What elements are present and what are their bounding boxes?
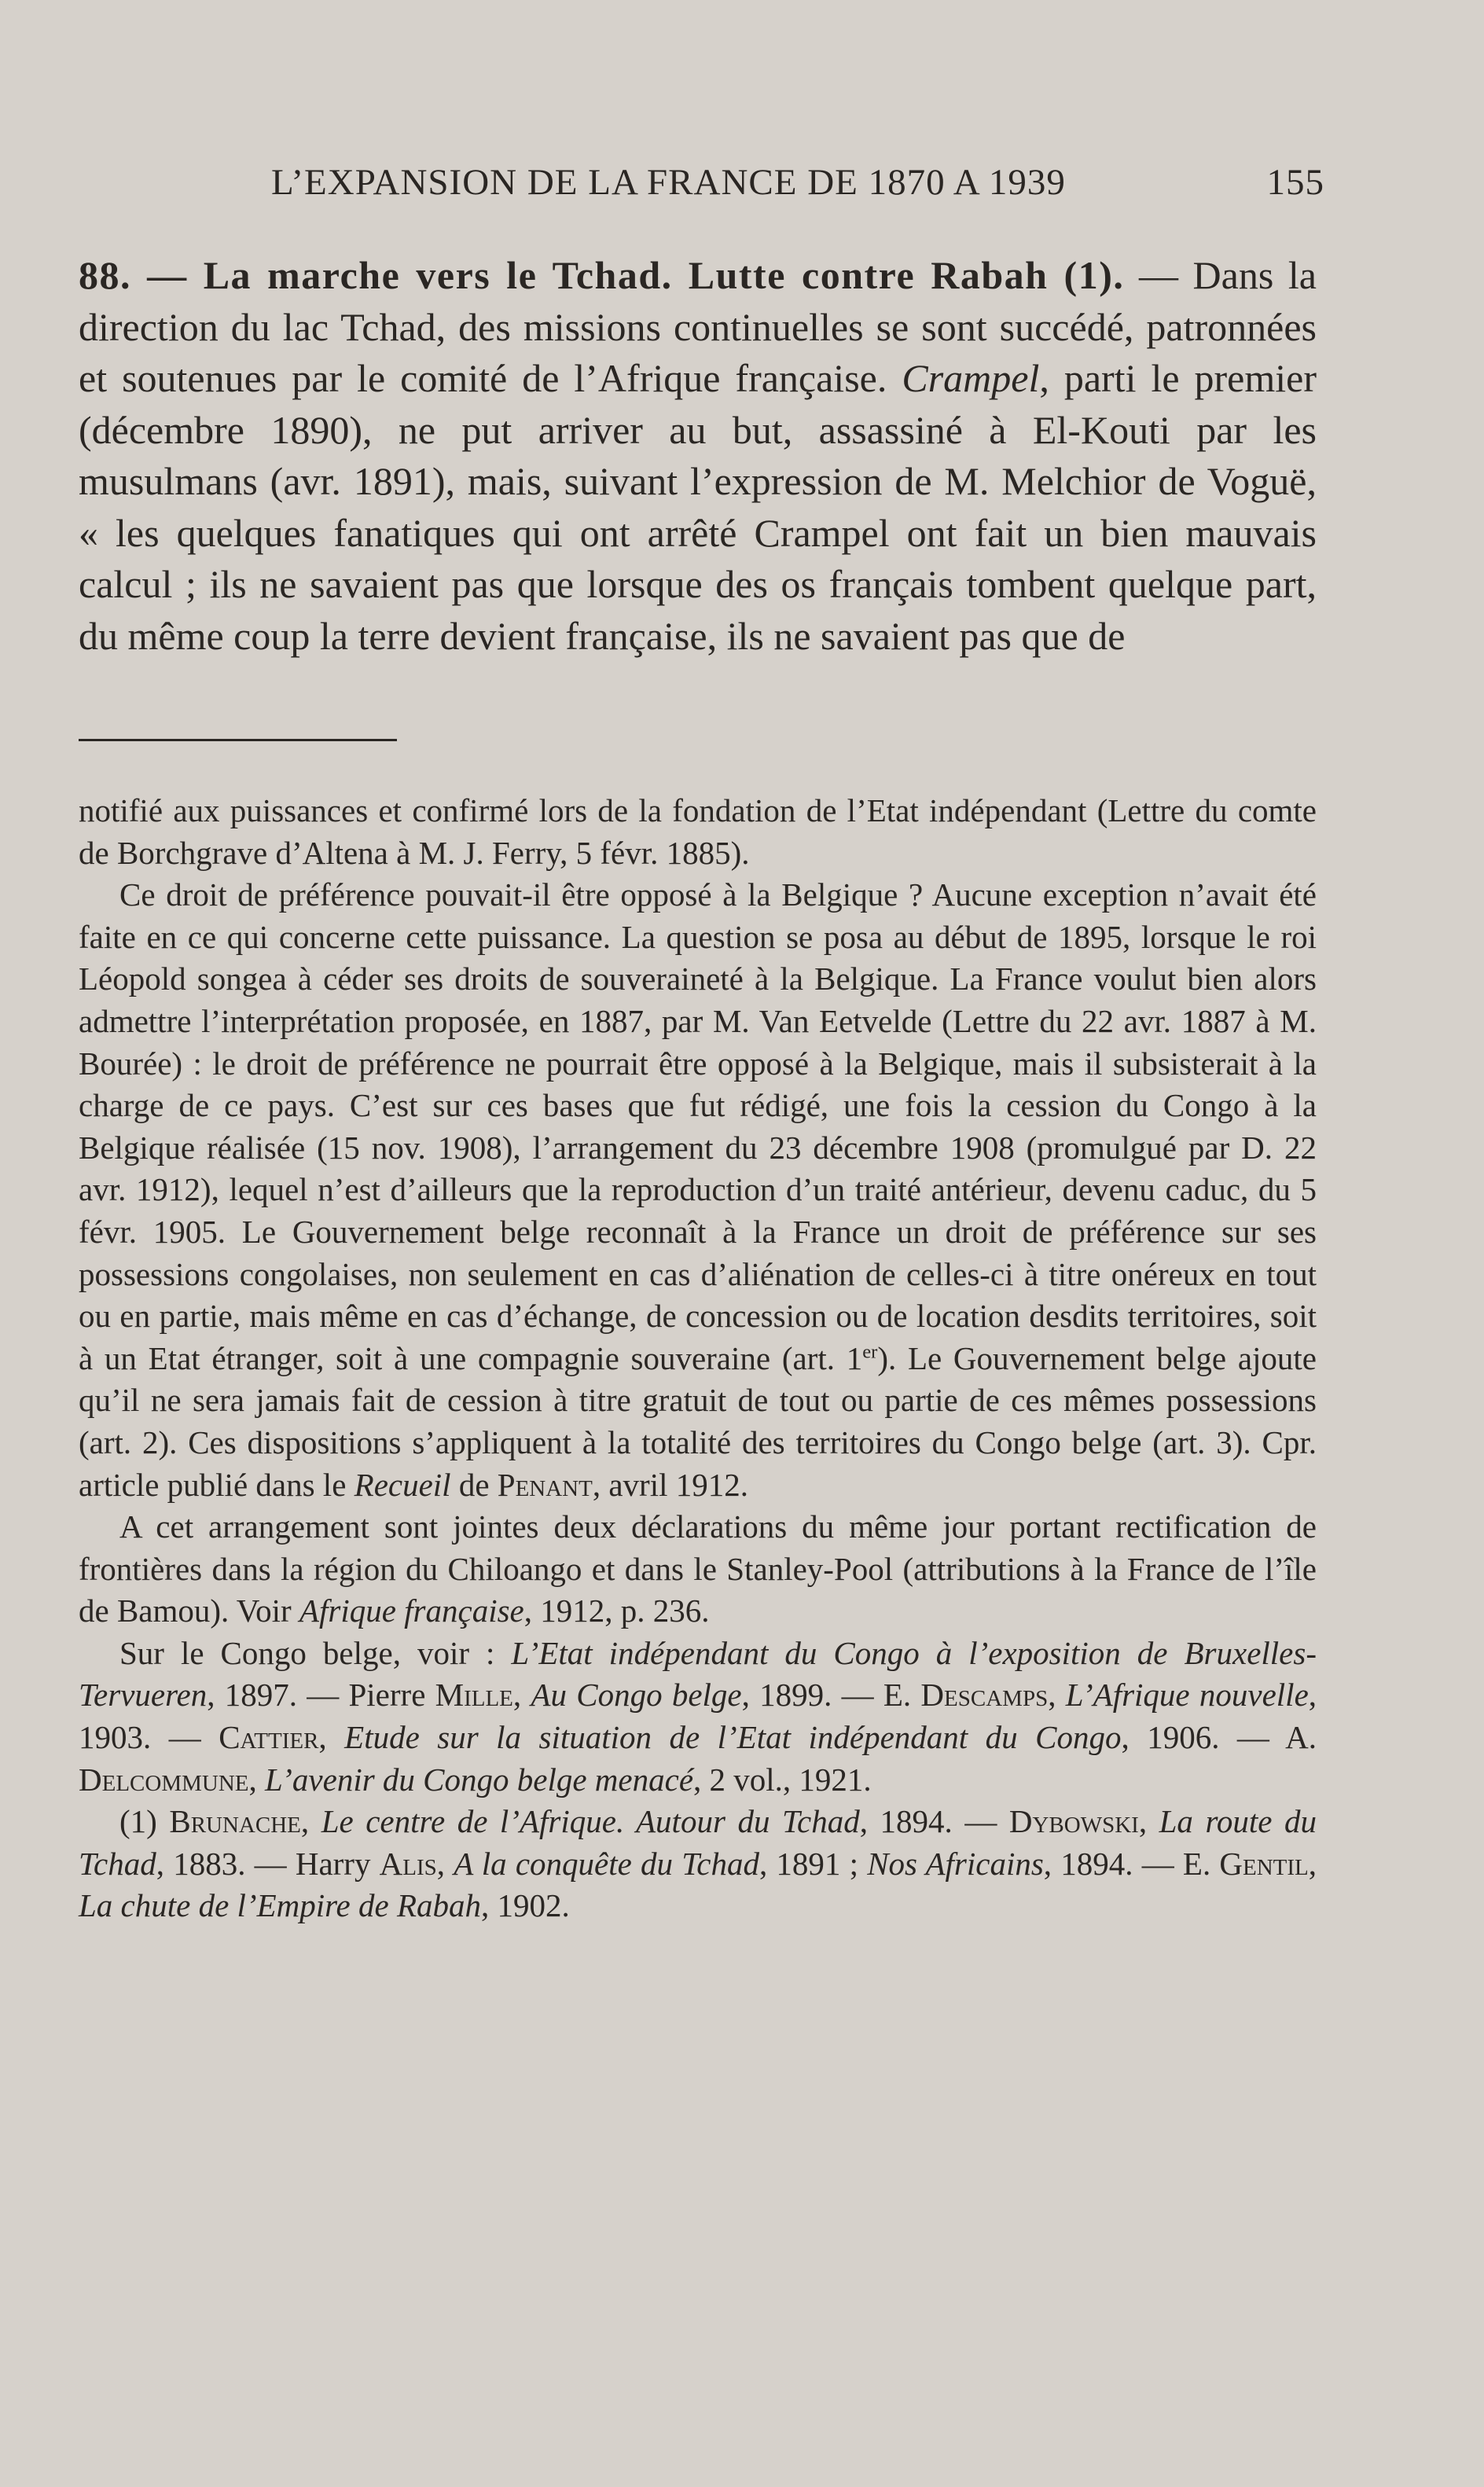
note-text: de <box>450 1466 498 1503</box>
note-author: Delcommune <box>79 1761 249 1798</box>
footnote-1 <box>79 1801 1317 1927</box>
note-title: Nos Africains <box>867 1845 1044 1882</box>
note-text: Sur le Congo belge, voir : <box>119 1634 512 1671</box>
note-title: La chute de l’Empire de Rabah <box>79 1887 481 1924</box>
note-title: L’Afrique nouvelle <box>1065 1677 1309 1714</box>
note-author: Dybowski <box>1008 1803 1139 1840</box>
section-text-1: — Dans la direction du lac Tchad, des missions continuelles se sont succédé, patronnées et soutenues par le comité de l’Afrique française. <box>79 253 1317 400</box>
note-text: , 1883. — Harry <box>156 1845 380 1882</box>
running-header <box>271 161 1324 204</box>
footnote-rule <box>79 739 397 741</box>
note-text: , <box>1048 1677 1066 1714</box>
note-text: , 1891 ; <box>759 1845 868 1882</box>
note-text: , 1894. — E. <box>1043 1845 1220 1882</box>
main-text <box>79 250 1317 662</box>
note-superscript: er <box>862 1341 878 1363</box>
note-text: Ce droit de préférence pouvait-il être opposé à la Belgique ? Aucune exception n’avait été faite en ce qui concerne cette puissance. La question se posa au début de 1895, lorsque le roi Léopold songea à céder ses droits de souveraineté à la Belgique. La France voulut bien alors admettre l’interprétation proposée, en 1887, par M. Van Eetvelde (Lettre du 22 avr. 1887 à M. Bourée) : le droit de préférence ne pourrait être opposé à la Belgique, mais il subsisterait à la charge de ce pays. C’est sur ces bases que fut rédigé, une fois la cession du Congo à la Belgique réalisée (15 nov. 1908), l’arrangement du 23 décembre 1908 (promulgué par D. 22 avr. 1912), lequel n’est d’ailleurs que la reproduction d’un traité antérieur, devenu caduc, du 5 févr. 1905. Le Gouvernement belge reconnaît à la France un droit de préférence sur ses possessions congolaises, non seulement en cas d’aliénation de celles-ci à titre onéreux en tout ou en partie, mais même en cas d’échange, de concession ou de location desdits territoires, soit à un Etat étranger, soit à une compagnie souveraine (art. 1 <box>79 876 1317 1376</box>
note-author: Descamps <box>920 1677 1049 1714</box>
note-paragraph-congo-belge <box>79 1633 1317 1801</box>
note-text: , 1894. — <box>859 1803 1009 1840</box>
section-name-crampel: Crampel <box>902 356 1040 400</box>
note-continuation: notifié aux puissances et confirmé lors de la fondation de l’Etat indépendant (Lettre du comte de Borchgrave d’Altena à M. J. Ferry, 5 févr. 1885). <box>79 792 1317 871</box>
note-title: Recueil <box>354 1466 451 1503</box>
note-paragraph-droit <box>79 874 1317 1506</box>
note-author: Brunache <box>169 1803 301 1840</box>
note-text: , 1899. — E. <box>741 1677 921 1714</box>
note-title: Au Congo belge <box>531 1677 742 1714</box>
note-title: Etude sur la situation de l’Etat indépendant du Congo <box>344 1719 1122 1756</box>
section-88-paragraph <box>79 250 1317 662</box>
note-text: , <box>1308 1845 1317 1882</box>
note-text: , avril 1912. <box>592 1466 748 1503</box>
note-text: , 1902. <box>481 1887 570 1924</box>
note-text: , <box>1138 1803 1159 1840</box>
section-text-2: , parti le premier (décembre 1890), ne put arriver au but, assassiné à El-Kouti par les musulmans (avr. 1891), mais, suivant l’expression de M. Melchior de Voguë, « les quelques fanatiques qui ont arrêté Crampel ont fait un bien mauvais calcul ; ils ne savaient pas que lorsque des os français tombent quelque part, du même coup la terre devient française, ils ne savaient pas que de <box>79 356 1317 658</box>
note-author: Alis <box>379 1845 437 1882</box>
note-paragraph-arrangement <box>79 1506 1317 1633</box>
note-text: , <box>300 1803 321 1840</box>
page-number: 155 <box>1266 162 1324 203</box>
note-text: , <box>318 1719 345 1756</box>
note-marker: (1) <box>119 1803 170 1840</box>
note-author: Penant <box>497 1466 593 1503</box>
note-text: , <box>512 1677 531 1714</box>
note-title: A la conquête du Tchad <box>454 1845 759 1882</box>
note-title: Le centre de l’Afrique. Autour du Tchad <box>321 1803 860 1840</box>
section-heading: 88. — La marche vers le Tchad. Lutte contre Rabah (1). <box>79 253 1125 297</box>
note-text: , 1903. — <box>79 1677 1317 1756</box>
note-text: , <box>248 1761 265 1798</box>
running-title: L’EXPANSION DE LA FRANCE DE 1870 A 1939 <box>271 162 1066 203</box>
note-title: Afrique française <box>299 1592 524 1629</box>
note-text: ). Le Gouvernement belge ajoute qu’il ne sera jamais fait de cession à titre gratuit de tout ou partie de ces mêmes possessions (art. 2). Ces dispositions s’appliquent à la totalité des territoires du Congo belge (art. 3). Cpr. article publié dans le <box>79 1339 1317 1503</box>
footnotes <box>79 790 1317 1927</box>
note-author: Mille <box>435 1677 513 1714</box>
note-author: Cattier <box>219 1719 319 1756</box>
note-title: L’avenir du Congo belge menacé <box>265 1761 694 1798</box>
note-title: La route du Tchad <box>79 1803 1317 1882</box>
note-text: , 1906. — A. <box>1121 1719 1317 1756</box>
note-text: A cet arrangement sont jointes deux déclarations du même jour portant rectification de frontières dans la région du Chiloango et dans le Stanley-Pool (attributions à la France de l’île de Bamou). Voir <box>79 1508 1317 1629</box>
note-text: , 2 vol., 1921. <box>693 1761 872 1798</box>
note-text: , 1912, p. 236. <box>523 1592 710 1629</box>
note-author: Gentil <box>1219 1845 1309 1882</box>
note-title: L’Etat indépendant du Congo à l’exposition de Bruxelles-Tervueren <box>79 1634 1317 1714</box>
note-text: , 1897. — Pierre <box>207 1677 435 1714</box>
note-text: , <box>436 1845 454 1882</box>
